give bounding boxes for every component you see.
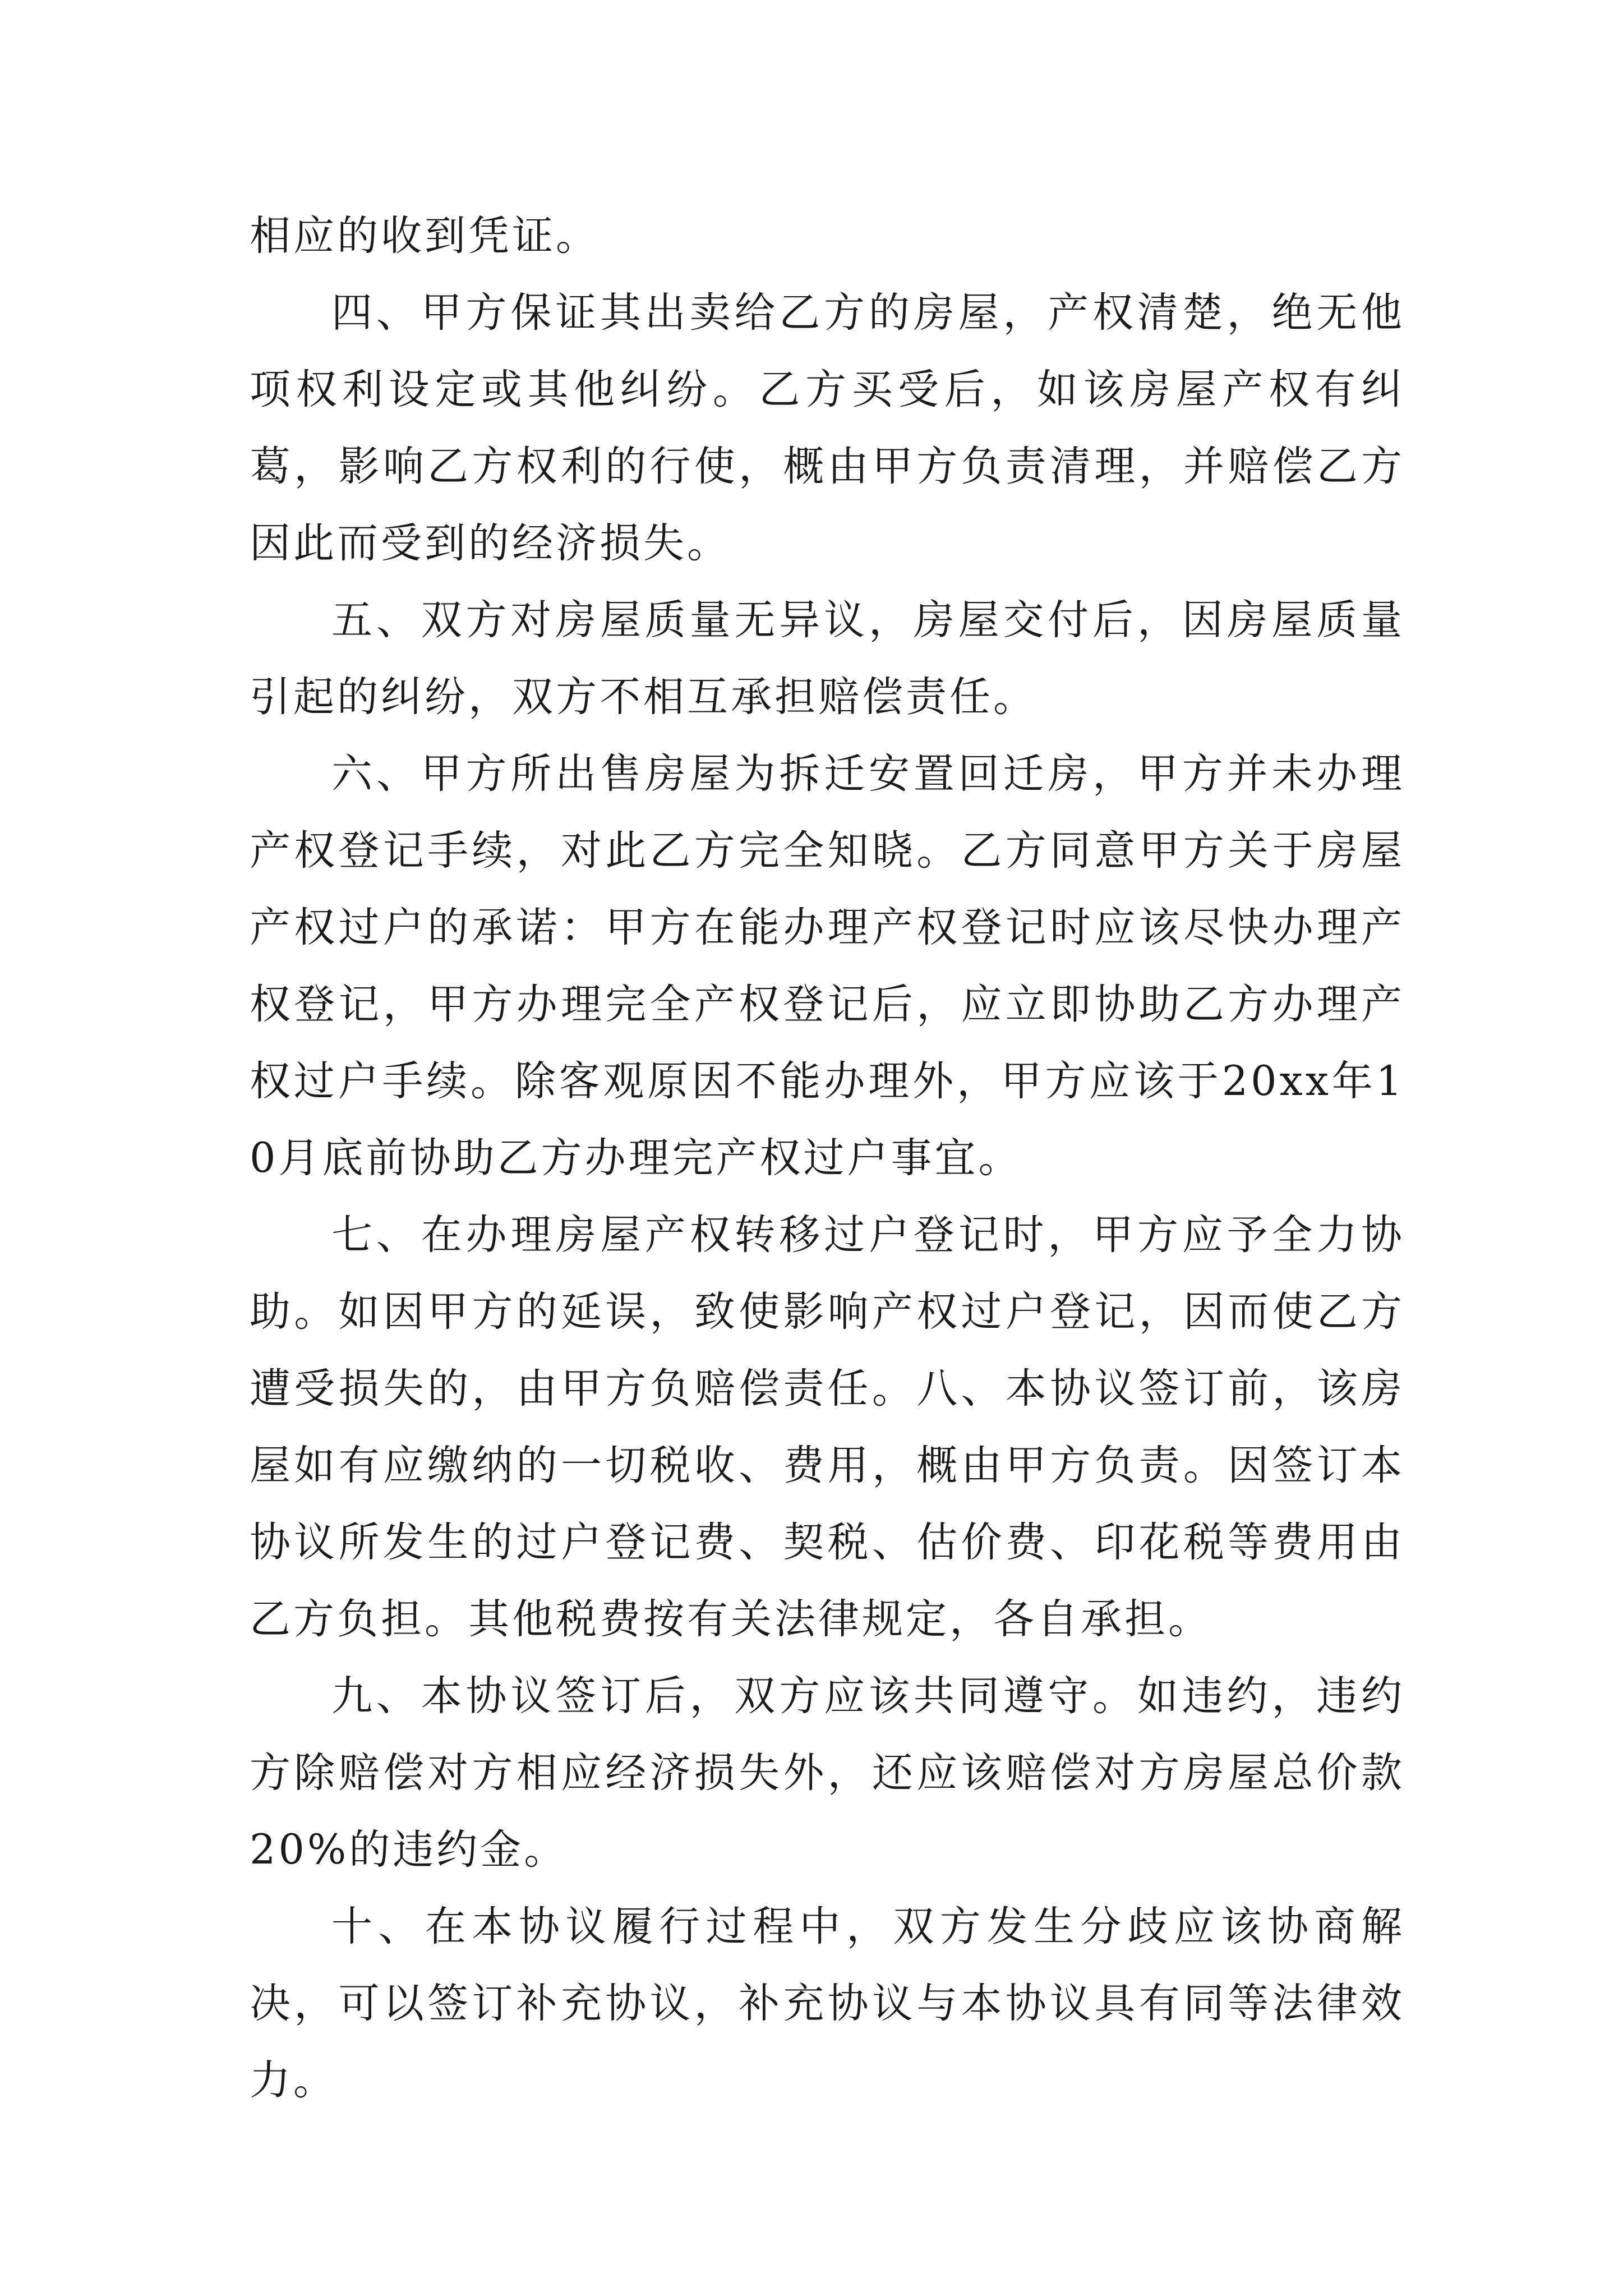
paragraph-clause-4: 四、甲方保证其出卖给乙方的房屋，产权清楚，绝无他项权利设定或其他纠纷。乙方买受后，如该房屋产权有纠葛，影响乙方权利的行使，概由甲方负责清理，并赔偿乙方因此而受到的经济损失。 — [250, 289, 1405, 567]
paragraph-clause-6: 六、甲方所出售房屋为拆迁安置回迁房，甲方并未办理产权登记手续，对此乙方完全知晓。乙方同意甲方关于房屋产权过户的承诺：甲方在能办理产权登记时应该尽快办理产权登记，甲方办理完全产权登记后，应立即协助乙方办理产权过户手续。除客观原因不能办理外，甲方应该于20xx年10月底前协助乙方办理完产权过户事宜。 — [250, 750, 1405, 1182]
paragraph-clause-7-8: 七、在办理房屋产权转移过户登记时，甲方应予全力协助。如因甲方的延误，致使影响产权过户登记，因而使乙方遭受损失的，由甲方负赔偿责任。八、本协议签订前，该房屋如有应缴纳的一切税收、费用，概由甲方负责。因签订本协议所发生的过户登记费、契税、估价费、印花税等费用由乙方负担。其他税费按有关法律规定，各自承担。 — [250, 1211, 1405, 1643]
document-body — [250, 197, 1405, 2119]
paragraph-clause-5: 五、双方对房屋质量无异议，房屋交付后，因房屋质量引起的纠纷，双方不相互承担赔偿责任。 — [250, 596, 1405, 721]
paragraph-clause-10: 十、在本协议履行过程中，双方发生分歧应该协商解决，可以签订补充协议，补充协议与本协议具有同等法律效力。 — [250, 1903, 1405, 2104]
paragraph-continuation: 相应的收到凭证。 — [250, 212, 600, 260]
paragraph-clause-9: 九、本协议签订后，双方应该共同遵守。如违约，违约方除赔偿对方相应经济损失外，还应该赔偿对方房屋总价款20%的违约金。 — [250, 1672, 1405, 1874]
